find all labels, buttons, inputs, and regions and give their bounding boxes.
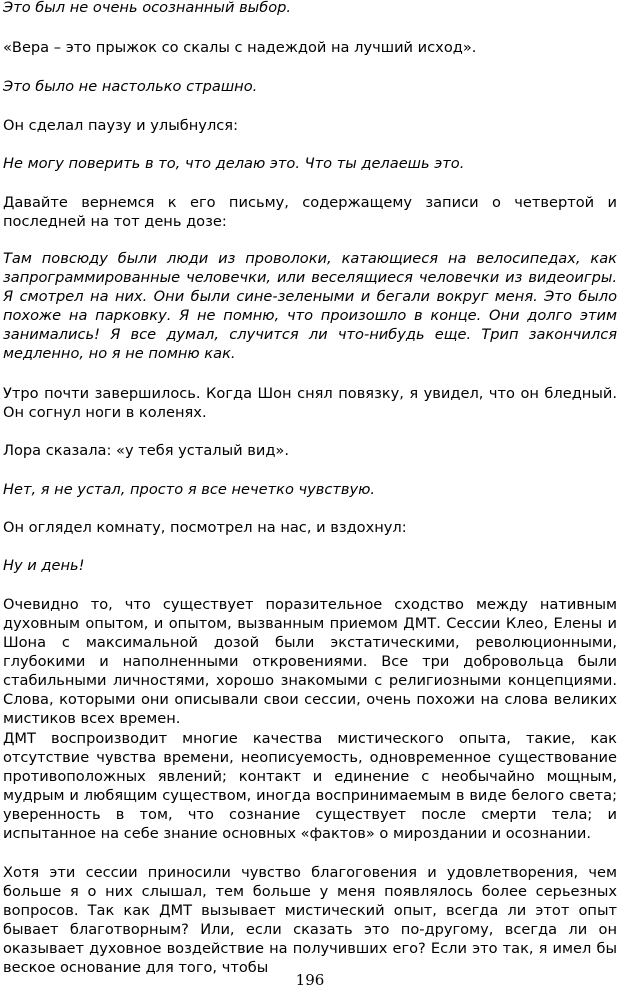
- paragraph-italic-what-a-day: Ну и день!: [3, 557, 85, 574]
- paragraph-dmt-qualities: ДМТ воспроизводит многие качества мистического опыта, такие, как отсутствие чувства времени, неописуемость, одновременное существование противоположных явлений; контакт и единение с необычайно мощным, мудрым и любящим существом, иногда воспринимаемым в виде белого света; уверенность в том, что сознание существует после смерти тела; и испытанное на себе знание основных «фактов» о мироздании и осознании.: [3, 730, 617, 842]
- paragraph-similarity: Очевидно то, что существует поразительное сходство между нативным духовным опытом, и опытом, вызванным приемом ДМТ. Сессии Клео, Елены и Шона с максимальной дозой были экстатическими, революционными, глубокими и наполненными откровениями. Все три добровольца были стабильными личностями, хорошо знакомыми с религиозными концепциями. Слова, которыми они описывали свои сессии, очень похожи на слова великих мистиков всех времен.: [3, 596, 617, 727]
- paragraph-italic-not-tired: Нет, я не устал, просто я все нечетко чувствую.: [3, 481, 376, 498]
- paragraph-pause-smile: Он сделал паузу и улыбнулся:: [3, 117, 238, 134]
- paragraph-letter-intro: Давайте вернемся к его письму, содержащему записи о четвертой и последней на тот день дозе:: [3, 194, 617, 230]
- page-number: 196: [295, 971, 325, 989]
- paragraph-looked-around: Он оглядел комнату, посмотрел на нас, и вздохнул:: [3, 519, 407, 536]
- paragraph-italic-cant-believe: Не могу поверить в то, что делаю это. Что ты делаешь это.: [3, 155, 465, 172]
- paragraph-questions: Хотя эти сессии приносили чувство благоговения и удовлетворения, чем больше я о них слышал, тем больше у меня появлялось более серьезных вопросов. Так как ДМТ вызывает мистический опыт, всегда ли этот опыт бывает благотворным? Или, если сказать это по-другому, всегда ли он оказывает духовное воздействие на получивших его? Если это так, я имел бы веское основание для того, чтобы: [3, 864, 617, 976]
- paragraph-faith-quote: «Вера – это прыжок со скалы с надеждой на лучший исход».: [3, 39, 477, 56]
- paragraph-laura-said: Лора сказала: «у тебя усталый вид».: [3, 442, 289, 459]
- paragraph-italic-choice: Это был не очень осознанный выбор.: [3, 0, 292, 16]
- paragraph-morning-ended: Утро почти завершилось. Когда Шон снял повязку, я увидел, что он бледный. Он согнул ноги в коленях.: [3, 385, 617, 421]
- paragraph-italic-not-scary: Это было не настолько страшно.: [3, 78, 258, 95]
- paragraph-italic-wire-people: Там повсюду были люди из проволоки, катающиеся на велосипедах, как запрограммированные человечки, или веселящиеся человечки из видеоигры. Я смотрел на них. Они были сине-зелеными и бегали вокруг меня. Это было похоже на парковку. Я не помню, что произошло в конце. Они долго этим занимались! Я все думал, случится ли что-нибудь еще. Трип закончился медленно, но я не помню как.: [3, 250, 617, 362]
